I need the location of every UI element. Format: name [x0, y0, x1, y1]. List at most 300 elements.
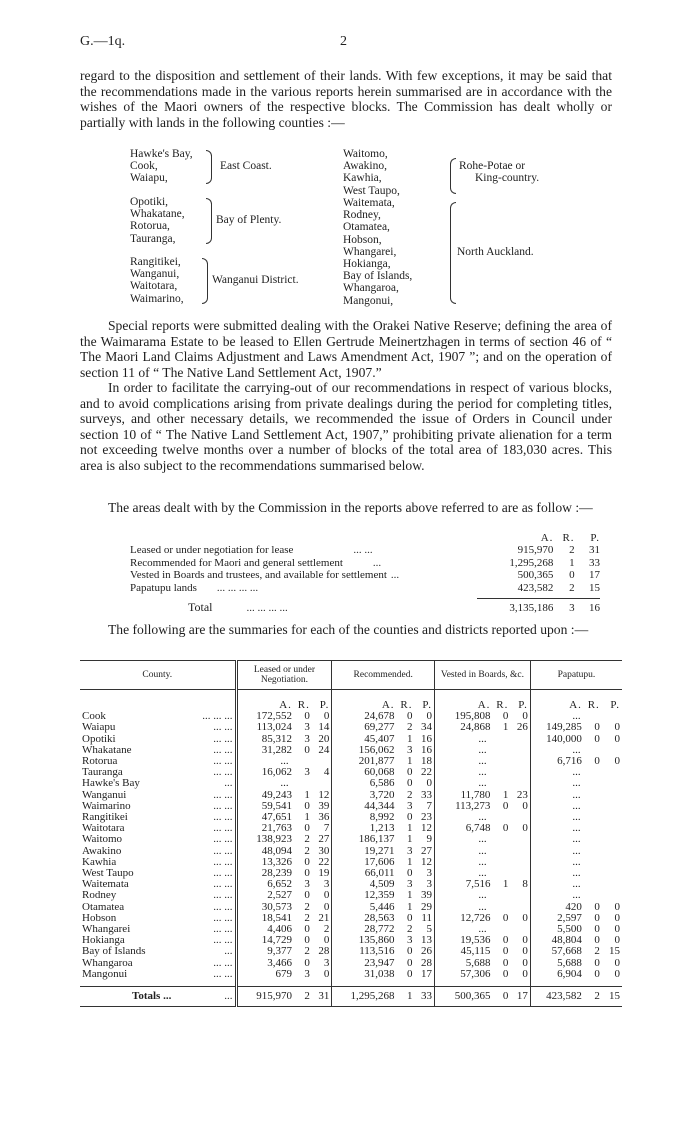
unit-roods: R.	[587, 699, 600, 711]
roods: 2	[569, 581, 575, 594]
summary-label: Recommended for Maori and general settlement	[130, 556, 343, 569]
perches: 33	[589, 556, 600, 569]
leader-dots: ... ...	[213, 900, 233, 913]
r-perches: 29	[421, 900, 432, 913]
county-name: Rangitikei,	[130, 256, 181, 268]
l-roods: 1	[304, 788, 310, 801]
p-empty: ...	[530, 890, 622, 901]
p-empty: ...	[530, 812, 622, 823]
l-perches: 24	[318, 743, 330, 756]
leader-dots: ... ...	[353, 544, 373, 557]
l-acres: 4,406	[236, 924, 294, 935]
table-row	[80, 868, 622, 879]
r-perches: 18	[421, 755, 432, 768]
v-perches: 0	[522, 911, 528, 924]
leader-dots: ...	[390, 569, 400, 582]
v-empty: ...	[435, 902, 531, 913]
county-name: Kawhia,	[343, 172, 382, 185]
summary-label: Leased or under negotiation for lease	[130, 544, 294, 557]
county-name: Awakino	[82, 844, 122, 857]
county-name: Opotiki	[82, 732, 116, 745]
l-perches: 28	[318, 945, 330, 958]
v-perches: 8	[522, 878, 528, 891]
v-acres: 6,748	[435, 823, 493, 834]
counties-list	[130, 148, 610, 308]
county-group-bay-of-plenty	[130, 196, 185, 245]
r-acres: 19,271	[332, 846, 397, 857]
p-acres: 2,597	[530, 913, 583, 924]
p-empty: ...	[530, 711, 622, 722]
table-row	[80, 857, 622, 868]
l-acres: 13,326	[236, 857, 294, 868]
l-roods: 2	[304, 833, 310, 846]
county-name: Opotiki,	[130, 196, 169, 208]
orders-in-council-paragraph	[80, 380, 612, 474]
l-perches: 20	[318, 732, 330, 745]
leader-dots: ... ... ... ...	[246, 602, 288, 615]
l-acres: 172,552	[236, 711, 294, 722]
p-empty: ...	[530, 790, 622, 801]
leader-dots: ... ...	[213, 721, 233, 734]
v-empty: ...	[435, 767, 531, 778]
r-perches: 7	[426, 799, 432, 812]
p-acres: 140,000	[530, 734, 583, 745]
header-recommended: Recommended.	[332, 661, 435, 690]
p-roods: 0	[594, 732, 600, 745]
p-roods: 0	[594, 923, 600, 936]
total-r-roods: 1	[397, 987, 415, 1007]
county-summary-table	[80, 660, 622, 1007]
l-acres: 30,573	[236, 902, 294, 913]
r-roods: 3	[406, 799, 413, 812]
perches: 17	[589, 569, 600, 582]
roods: 1	[569, 556, 575, 569]
p-acres: 420	[530, 902, 583, 913]
r-acres: 3,720	[332, 790, 397, 801]
l-roods: 3	[304, 721, 310, 734]
acres: 423,582	[517, 581, 554, 594]
p-roods: 0	[594, 900, 600, 913]
v-roods: 1	[502, 721, 509, 734]
table-row	[80, 711, 622, 722]
v-acres: 7,516	[435, 879, 493, 890]
p-perches: 0	[614, 923, 620, 936]
total-v-roods: 0	[492, 987, 510, 1007]
r-perches: 12	[421, 822, 432, 835]
unit-perches: P.	[610, 699, 620, 711]
leader-dots: ... ...	[213, 743, 233, 756]
paragraph-text: Special reports were submitted dealing with the Orakei Native Reserve; defining the area of the Waimarama Estate to be leased to Ellen Gertrude Meinertzhagen in terms of section 46 of “ The Maori Land Claims Adjustment and Laws Amendment Act, 1907 ”; and on the operation of section 11 of “ The Native Land Settlement Act, 1907.”	[80, 318, 612, 380]
r-acres: 24,678	[332, 711, 397, 722]
r-acres: 156,062	[332, 745, 397, 756]
leader-dots: ...	[372, 556, 382, 569]
leader-dots: ... ...	[213, 934, 233, 947]
totals-label-cell	[80, 987, 236, 1007]
area-summary	[130, 532, 600, 614]
county-name: Tauranga,	[130, 232, 176, 245]
l-roods: 2	[304, 900, 310, 913]
total-l-roods: 2	[294, 987, 312, 1007]
r-acres: 45,407	[332, 734, 397, 745]
county-name: Cook	[82, 710, 106, 723]
v-acres: 24,868	[435, 722, 493, 733]
r-acres: 44,344	[332, 801, 397, 812]
table-row	[80, 722, 622, 733]
county-name: Rodney,	[343, 209, 381, 222]
r-acres: 8,992	[332, 812, 397, 823]
leader-dots: ... ... ... ...	[216, 581, 259, 594]
county-name: Rangitikei	[82, 811, 128, 824]
unit-roods: R.	[400, 699, 413, 711]
l-perches: 4	[323, 766, 330, 779]
total-perches: 16	[589, 601, 600, 614]
header-county: County.	[80, 661, 236, 690]
table-row	[80, 879, 622, 890]
r-perches: 0	[426, 710, 432, 723]
county-name: Waiapu,	[130, 172, 168, 185]
v-roods: 0	[502, 934, 509, 947]
r-roods: 2	[406, 923, 413, 936]
unit-roods: R.	[496, 699, 509, 711]
county-name: Whangaroa	[82, 956, 133, 969]
table-row	[80, 790, 622, 801]
summary-row	[130, 557, 600, 569]
p-acres: 48,804	[530, 935, 583, 946]
leader-dots: ... ...	[213, 766, 233, 779]
v-acres: 19,536	[435, 935, 493, 946]
brace	[450, 202, 456, 304]
unit-acres: A.	[236, 690, 294, 712]
r-perches: 16	[421, 743, 432, 756]
county-name: Waitemata,	[343, 197, 395, 209]
county-name: Whangaroa,	[343, 282, 399, 295]
header-vested: Vested in Boards, &c.	[435, 661, 531, 690]
l-roods: 0	[304, 799, 310, 812]
p-roods: 0	[594, 911, 600, 924]
l-roods: 2	[304, 844, 310, 857]
l-roods: 0	[304, 934, 310, 947]
r-acres: 28,772	[332, 924, 397, 935]
v-empty: ...	[435, 778, 531, 789]
district-label: Rohe-Potae or	[459, 160, 526, 172]
r-acres: 113,516	[332, 946, 397, 957]
total-l-perches: 31	[312, 987, 332, 1007]
l-perches: 0	[323, 934, 330, 947]
table-row	[80, 734, 622, 745]
document-reference: G.—1q.	[80, 34, 126, 49]
v-perches: 26	[516, 721, 528, 734]
v-roods: 0	[502, 967, 509, 980]
r-roods: 0	[406, 911, 413, 924]
district-label: East Coast.	[220, 160, 272, 172]
l-perches: 2	[323, 923, 330, 936]
district-label: King-country.	[475, 172, 540, 184]
county-name: Waimarino,	[130, 292, 184, 305]
l-roods: 0	[304, 867, 310, 880]
l-roods: 0	[304, 743, 310, 756]
leader-dots: ... ...	[213, 867, 233, 880]
county-name: Hokianga,	[343, 258, 391, 271]
r-roods: 2	[406, 788, 413, 801]
r-roods: 1	[406, 755, 413, 768]
table-row	[80, 846, 622, 857]
acres: 1,295,268	[509, 556, 554, 569]
county-name: West Taupo,	[343, 184, 400, 197]
v-perches: 0	[522, 822, 528, 835]
r-perches: 23	[421, 811, 432, 824]
brace	[206, 150, 212, 184]
county-name: Waimarino	[82, 799, 131, 812]
table-row	[80, 801, 622, 812]
v-roods: 0	[502, 945, 509, 958]
county-name: West Taupo	[82, 867, 134, 880]
table-row	[80, 924, 622, 935]
l-roods: 2	[304, 945, 310, 958]
l-acres: 3,466	[236, 958, 294, 969]
intro-paragraph	[80, 68, 612, 130]
county-name: Cook,	[130, 160, 158, 173]
p-empty: ...	[530, 868, 622, 879]
l-roods: 1	[304, 811, 310, 824]
v-perches: 0	[522, 934, 528, 947]
paragraph-text: The areas dealt with by the Commission in the reports above referred to are as follow :—	[108, 500, 593, 515]
r-roods: 3	[406, 878, 413, 891]
r-roods: 1	[406, 822, 413, 835]
acres: 500,365	[517, 569, 554, 582]
l-perches: 19	[318, 867, 330, 880]
leader-dots: ... ...	[213, 967, 233, 980]
l-acres: 18,541	[236, 913, 294, 924]
r-roods: 2	[406, 721, 413, 734]
leader-dots: ... ...	[213, 799, 233, 812]
r-acres: 6,586	[332, 778, 397, 789]
r-perches: 39	[421, 889, 432, 902]
county-name: Waitotara	[82, 822, 125, 835]
p-perches: 0	[614, 967, 620, 980]
unit-acres: A.	[540, 532, 554, 544]
brace	[206, 198, 212, 244]
v-roods: 0	[502, 911, 509, 924]
unit-acres: A.	[435, 690, 493, 712]
leader-dots: ... ... ...	[202, 710, 233, 723]
p-empty: ...	[530, 801, 622, 812]
r-perches: 27	[421, 844, 432, 857]
r-acres: 23,947	[332, 958, 397, 969]
l-perches: 39	[318, 799, 330, 812]
l-roods: 3	[304, 967, 310, 980]
roods: 2	[569, 544, 575, 557]
l-acres: 138,923	[236, 834, 294, 845]
p-empty: ...	[530, 834, 622, 845]
county-name: Waitomo,	[343, 148, 388, 160]
p-acres: 6,716	[530, 756, 583, 767]
county-name: Otamatea,	[343, 221, 390, 234]
p-empty: ...	[530, 857, 622, 868]
r-perches: 13	[421, 934, 432, 947]
r-perches: 22	[421, 766, 432, 779]
l-perches: 0	[323, 889, 330, 902]
leader-dots: ... ...	[213, 833, 233, 846]
p-empty: ...	[530, 767, 622, 778]
county-name: Mangonui,	[343, 294, 394, 307]
county-name: Whakatane,	[130, 208, 185, 221]
summaries-intro-paragraph	[80, 622, 612, 638]
l-roods: 2	[304, 911, 310, 924]
l-roods: 3	[304, 878, 310, 891]
county-name: Whangarei,	[343, 245, 397, 258]
leader-dots: ... ...	[213, 923, 233, 936]
l-perches: 14	[318, 721, 330, 734]
p-perches: 0	[614, 721, 620, 734]
county-name: Otamatea	[82, 900, 125, 913]
county-name: Wanganui,	[130, 268, 180, 281]
leader-dots: ... ...	[213, 956, 233, 969]
v-empty: ...	[435, 890, 531, 901]
total-v-perches: 17	[510, 987, 530, 1007]
county-name: Awakino,	[343, 160, 387, 173]
leader-dots: ...	[224, 777, 233, 790]
v-empty: ...	[435, 868, 531, 879]
r-perches: 0	[426, 777, 432, 790]
brace	[450, 158, 456, 194]
page-number: 2	[340, 34, 347, 49]
table-row	[80, 969, 622, 980]
p-roods: 0	[594, 967, 600, 980]
p-acres: 149,285	[530, 722, 583, 733]
l-acres: 49,243	[236, 790, 294, 801]
l-acres: 47,651	[236, 812, 294, 823]
areas-intro-paragraph	[80, 500, 612, 516]
l-perches: 36	[318, 811, 330, 824]
perches: 31	[589, 544, 600, 557]
v-perches: 0	[522, 956, 528, 969]
county-name: Rotorua,	[130, 220, 170, 233]
p-empty: ...	[530, 879, 622, 890]
table-row	[80, 756, 622, 767]
header-papatupu: Papatupu.	[530, 661, 622, 690]
county-group-north-auckland	[343, 197, 412, 307]
l-roods: 0	[304, 923, 310, 936]
v-perches: 0	[522, 967, 528, 980]
county-cell	[80, 969, 236, 980]
county-name: Waiapu	[82, 721, 116, 734]
l-roods: 0	[304, 710, 310, 723]
p-acres: 57,668	[530, 946, 583, 957]
p-perches: 0	[614, 956, 620, 969]
p-roods: 0	[594, 755, 600, 768]
l-acres: 113,024	[236, 722, 294, 733]
l-roods: 3	[304, 766, 310, 779]
total-label: Total	[188, 600, 213, 615]
leader-dots: ... ...	[213, 822, 233, 835]
table-row	[80, 890, 622, 901]
l-acres: 28,239	[236, 868, 294, 879]
area-summary-table	[130, 532, 600, 614]
table-row	[80, 935, 622, 946]
table-row	[80, 913, 622, 924]
unit-perches: P.	[518, 699, 528, 711]
l-perches: 12	[318, 788, 330, 801]
r-roods: 3	[406, 743, 413, 756]
l-perches: 0	[323, 710, 330, 723]
unit-acres: A.	[530, 690, 583, 712]
paragraph-text: regard to the disposition and settlement of their lands. With few exceptions, it may be said that the recommendations made in the various reports herein summarised are in accordance with the wishes of the Maori owners of the respective blocks. The Commission has dealt wholly or partially with lands in the following counties :—	[80, 68, 612, 130]
r-roods: 0	[406, 867, 413, 880]
total-l-acres: 915,970	[236, 987, 294, 1007]
l-perches: 27	[318, 833, 330, 846]
r-roods: 0	[406, 766, 413, 779]
l-acres: 14,729	[236, 935, 294, 946]
county-name: Rodney	[82, 889, 117, 902]
r-roods: 0	[406, 956, 413, 969]
leader-dots: ... ...	[213, 811, 233, 824]
total-v-acres: 500,365	[435, 987, 493, 1007]
r-acres: 69,277	[332, 722, 397, 733]
v-empty: ...	[435, 756, 531, 767]
v-acres: 45,115	[435, 946, 493, 957]
v-empty: ...	[435, 834, 531, 845]
unit-perches: P.	[422, 699, 432, 711]
l-acres: 21,763	[236, 823, 294, 834]
leader-dots: ... ...	[213, 889, 233, 902]
county-name: Hawke's Bay	[82, 777, 140, 790]
l-empty: ...	[236, 778, 332, 789]
l-roods: 0	[304, 956, 310, 969]
r-acres: 12,359	[332, 890, 397, 901]
unit-roods: R.	[297, 699, 310, 711]
r-perches: 16	[421, 732, 432, 745]
r-acres: 31,038	[332, 969, 397, 980]
total-r-perches: 33	[414, 987, 434, 1007]
special-reports-paragraph	[80, 318, 612, 380]
v-roods: 1	[502, 788, 509, 801]
r-perches: 5	[426, 923, 432, 936]
total-r-acres: 1,295,268	[332, 987, 397, 1007]
r-acres: 186,137	[332, 834, 397, 845]
table-row	[80, 767, 622, 778]
table-row	[80, 812, 622, 823]
summary-row	[130, 582, 600, 594]
v-acres: 12,726	[435, 913, 493, 924]
leader-dots: ... ...	[213, 878, 233, 891]
leader-dots: ... ...	[213, 788, 233, 801]
r-roods: 0	[406, 710, 413, 723]
r-acres: 201,877	[332, 756, 397, 767]
v-acres: 57,306	[435, 969, 493, 980]
p-roods: 0	[594, 721, 600, 734]
v-acres: 5,688	[435, 958, 493, 969]
l-roods: 0	[304, 855, 310, 868]
county-name: Whangarei	[82, 923, 131, 936]
r-perches: 17	[421, 967, 432, 980]
l-perches: 7	[323, 822, 330, 835]
l-acres: 6,652	[236, 879, 294, 890]
unit-acres: A.	[332, 690, 397, 712]
county-name: Bay of Islands,	[343, 270, 413, 283]
county-name: Waitotara,	[130, 280, 178, 293]
county-name: Wanganui	[82, 788, 127, 801]
unit-perches: P.	[319, 699, 330, 711]
l-perches: 3	[323, 878, 330, 891]
p-perches: 0	[614, 900, 620, 913]
r-perches: 12	[421, 855, 432, 868]
units-row	[80, 690, 622, 712]
v-roods: 0	[502, 710, 509, 723]
summary-label: Vested in Boards and trustees, and available for settlement	[130, 569, 387, 582]
p-perches: 0	[614, 934, 620, 947]
r-roods: 1	[406, 732, 413, 745]
l-acres: 31,282	[236, 745, 294, 756]
